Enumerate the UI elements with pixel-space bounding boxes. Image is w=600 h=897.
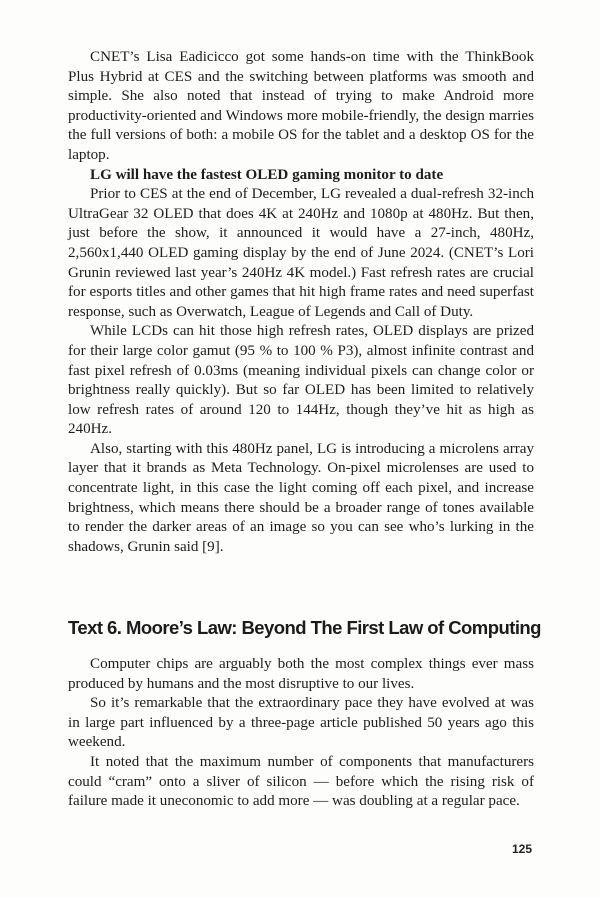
section-body [68, 655, 534, 812]
page-number: 125 [511, 842, 532, 856]
paragraph: Computer chips are arguably both the most complex things ever mass produced by humans and the most disruptive to our lives. [68, 656, 534, 692]
paragraph: Prior to CES at the end of December, LG revealed a dual-refresh 32-inch UltraGear 32 OLED that does 4K at 240Hz and 1080p at 480Hz. But then, just before the show, it announced it would have a 27-inch, 480Hz, 2,560x1,440 OLED gaming display by the end of June 2024. (CNET’s Lori Grunin reviewed last year’s 240Hz 4K model.) Fast refresh rates are crucial for esports titles and other games that hit high frame rates and need superfast response, such as Overwatch, League of Legends and Call of Duty. [68, 186, 534, 320]
section-heading: Text 6. Moore’s Law: Beyond The First Law of Computing [68, 617, 541, 638]
subheading: LG will have the fastest OLED gaming monitor to date [90, 166, 444, 183]
article-continuation [68, 48, 534, 557]
paragraph: So it’s remarkable that the extraordinary pace they have evolved at was in large part influenced by a three-page article published 50 years ago this weekend. [68, 695, 534, 751]
paragraph: Also, starting with this 480Hz panel, LG is introducing a microlens array layer that it brands as Meta Technology. On-pixel microlenses are used to concentrate light, in this case the light coming off each pixel, and increase brightness, which means there should be a broader range of tones available to render the darker areas of an image so you can see who’s lurking in the shadows, Grunin said [9]. [68, 440, 534, 555]
paragraph: It noted that the maximum number of components that manufacturers could “cram” onto a sliver of silicon — before which the rising risk of failure made it uneconomic to add more — was doubling at a regular pace. [68, 753, 534, 810]
paragraph: While LCDs can hit those high refresh rates, OLED displays are prized for their large color gamut (95 % to 100 % P3), almost infinite contrast and fast pixel refresh of 0.03ms (meaning individual pixels can change color or brightness really quickly). But so far OLED has been limited to relatively low refresh rates of around 120 to 144Hz, though they’ve hit as high as 240Hz. [68, 323, 534, 438]
paragraph: CNET’s Lisa Eadicicco got some hands-on time with the ThinkBook Plus Hybrid at CES and the switching between platforms was smooth and simple. She also noted that instead of trying to make Android more productivity-oriented and Windows more mobile-friendly, the design marries the full versions of both: a mobile OS for the tablet and a desktop OS for the laptop. [68, 49, 534, 163]
